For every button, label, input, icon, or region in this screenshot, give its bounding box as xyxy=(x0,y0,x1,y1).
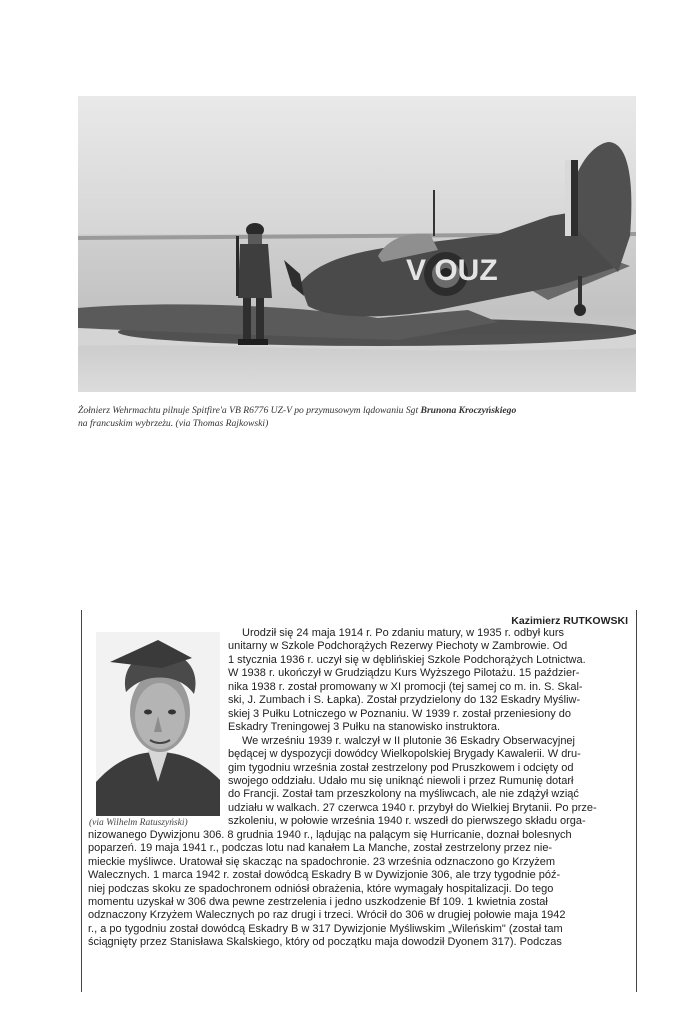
bio-text-line: mieckie myśliwce. Uratował się skacząc na spadochronie. 23 września odznaczono go Krzyżem xyxy=(88,855,556,868)
photo-caption xyxy=(78,404,644,430)
caption-text-end: na francuskim wybrzeżu. (via Thomas Rajkowski) xyxy=(78,418,269,429)
bio-text-line: Eskadry Treningowej 3 Pułku na stanowisko instruktora. xyxy=(228,721,501,734)
bio-text-line: nizowanego Dywizjonu 306. 8 grudnia 1940 r., lądując na palącym się Hurricanie, doznał bolesnych xyxy=(88,828,572,841)
caption-pilot-name: Brunona Kroczyńskiego xyxy=(420,405,517,416)
bio-last-name: RUTKOWSKI xyxy=(563,615,628,627)
portrait-photo xyxy=(96,632,220,816)
bio-text-line: udziału w walkach. 27 czerwca 1940 r. przybył do Wielkiej Brytanii. Po prze- xyxy=(228,801,597,814)
portrait-illustration xyxy=(96,632,220,816)
aircraft-code-letters: V OUZ xyxy=(406,254,498,287)
bio-text-line: swojego oddziału. Udało mu się uniknąć niewoli i przez Rumunię dotarł xyxy=(228,774,574,787)
bio-text-line: 1 stycznia 1936 r. uczył się w dęblińskiej Szkole Podchorążych Lotnictwa. xyxy=(228,653,586,666)
bio-text-line: ski, J. Zumbach i S. Łapka). Został przydzielony do 132 Eskadry Myśliw- xyxy=(228,694,581,707)
bio-text-line: nika 1938 r. został promowany w XI promocji (tej samej co m. in. S. Skal- xyxy=(228,680,583,693)
bio-text-line: Walecznych. 1 marca 1942 r. został dowódcą Eskadry B w Dywizjonie 306, ale trzy tygodnie póź- xyxy=(88,869,561,882)
bio-text-line: momentu uzyskał w 306 dwa pewne zestrzelenia i jedno uszkodzenie Bf 109. 1 kwietnia został xyxy=(88,896,548,908)
bio-text-line: poparzeń. 19 maja 1941 r., podczas lotu nad kanałem La Manche, został zestrzelony przez nie- xyxy=(88,842,553,855)
bio-text-line: Urodził się 24 maja 1914 r. Po zdaniu matury, w 1935 r. odbył kurs xyxy=(242,627,565,639)
bio-text-line: W 1938 r. ukończył w Grudziądzu Kurs Wyższego Pilotażu. 15 paździer- xyxy=(228,667,580,680)
bio-text-line: skiej 3 Pułku Lotniczego w Poznaniu. W 1939 r. został przeniesiony do xyxy=(228,707,572,720)
bio-text-line: niej podczas skoku ze spadochronem odniósł obrażenia, które wymagały hospitalizacji. Do tego xyxy=(88,882,554,895)
photo-spitfire xyxy=(78,96,636,392)
portrait-credit: (via Wilhelm Ratuszyński) xyxy=(89,818,188,828)
bio-text-line: odznaczony Krzyżem Walecznych po raz drugi i trzeci. Wrócił do 306 w drugiej połowie maja 1942 xyxy=(88,909,566,922)
spitfire-photo-illustration xyxy=(78,96,636,392)
bio-text-line: szkoleniu, w połowie września 1940 r. wszedł do pierwszego składu orga- xyxy=(228,815,586,828)
biography-heading xyxy=(511,615,628,627)
bio-first-name: Kazimierz xyxy=(511,615,561,627)
bio-text-line: We wrześniu 1939 r. walczył w II plutonie 36 Eskadry Obserwacyjnej xyxy=(242,734,575,747)
bio-text-line: ściągnięty przez Stanisława Skalskiego, który od początku maja dowodził Dyonem 317). Podczas xyxy=(88,936,562,949)
caption-text-start: Żołnierz Wehrmachtu pilnuje Spitfire'a VB R6776 UZ-V po przymusowym lądowaniu Sgt xyxy=(78,405,421,416)
bio-text-line: będącej w dyspozycji dowódcy Wielkopolskiej Brygady Kawalerii. W dru- xyxy=(228,748,581,761)
bio-text-line: unitarny w Szkole Podchorążych Rezerwy Piechoty w Zambrowie. Od xyxy=(228,640,568,653)
bio-text-line: r., a po tygodniu został dowódcą Eskadry B w 317 Dywizjonie Myśliwskim „Wileńskim" (został tam xyxy=(88,922,563,935)
bio-text-line: do Francji. Został tam przeszkolony na myśliwcach, ale nie zdążył wziąć xyxy=(228,788,579,801)
bio-text-line: gim tygodniu września został zestrzelony pod Pruszkowem i odcięty od xyxy=(228,761,574,774)
